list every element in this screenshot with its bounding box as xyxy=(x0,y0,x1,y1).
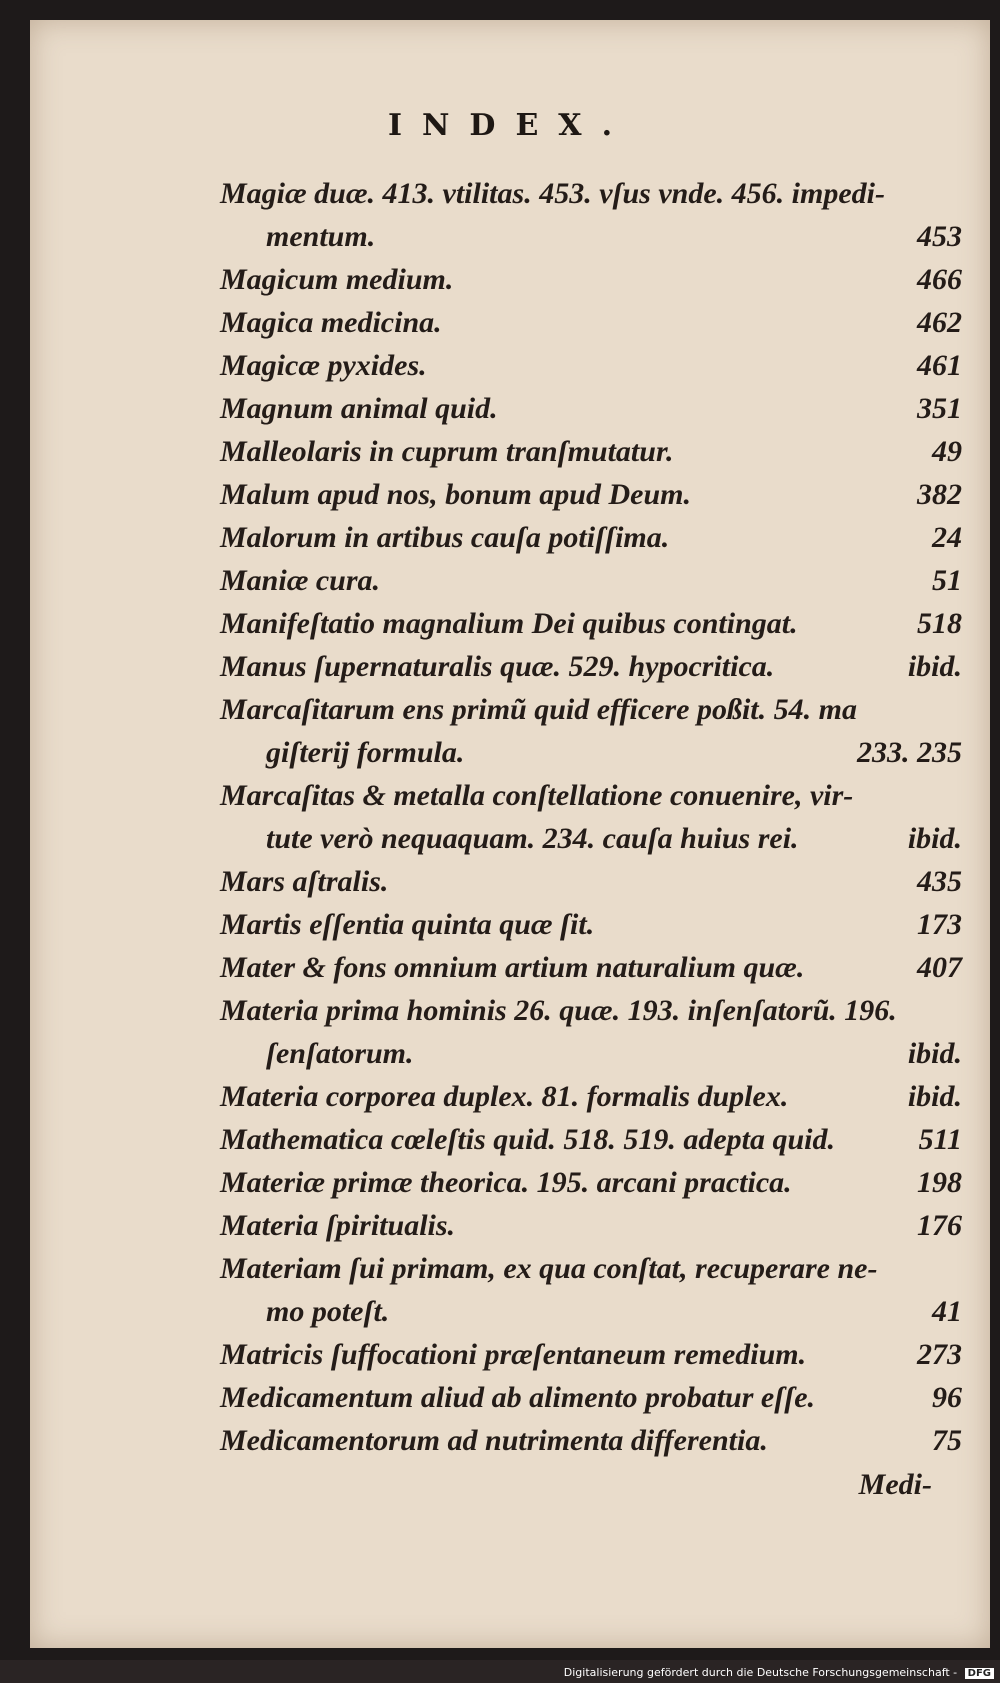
entry-line-text: Medicamentorum ad nutrimenta differentia. xyxy=(220,1424,768,1457)
index-entry xyxy=(220,946,962,989)
entry-text xyxy=(220,989,962,1032)
index-entry xyxy=(220,258,962,301)
index-entry xyxy=(220,1376,962,1419)
page-reference: 511 xyxy=(918,1123,962,1156)
entry-line-text: giſterij formula. xyxy=(266,736,465,769)
entry-text xyxy=(220,1333,962,1376)
index-entry xyxy=(220,688,962,774)
catchword: Medi- xyxy=(858,1468,932,1501)
entry-text xyxy=(220,1419,962,1462)
page-reference: 176 xyxy=(917,1209,962,1242)
page-reference: ibid. xyxy=(907,822,962,855)
entry-line-text: Magiæ duæ. 413. vtilitas. 453. vſus vnde. 456. impedi- xyxy=(220,177,885,210)
entry-text xyxy=(220,387,962,430)
index-entry xyxy=(220,1419,962,1462)
page-reference: 382 xyxy=(917,478,962,511)
page-reference: 233. 235 xyxy=(857,736,962,769)
index-entry xyxy=(220,989,962,1075)
page-reference: 198 xyxy=(917,1166,962,1199)
entry-text xyxy=(220,946,962,989)
entry-text xyxy=(220,344,962,387)
page-reference: 351 xyxy=(917,392,962,425)
entry-text xyxy=(220,602,962,645)
entry-line-text: ſenſatorum. xyxy=(266,1037,414,1070)
entry-line-text: Materiæ primæ theorica. 195. arcani practica. xyxy=(220,1166,792,1199)
entry-text xyxy=(220,688,962,731)
page-reference: ibid. xyxy=(907,650,962,683)
index-entry xyxy=(220,301,962,344)
index-entry xyxy=(220,860,962,903)
entry-text xyxy=(220,774,962,817)
entry-continuation xyxy=(220,817,962,860)
entry-text xyxy=(220,1204,962,1247)
index-entry xyxy=(220,430,962,473)
entry-text xyxy=(220,172,962,215)
index-entries xyxy=(220,172,962,1462)
entry-line-text: Materia corporea duplex. 81. formalis duplex. xyxy=(220,1080,789,1113)
entry-line-text: Matricis ſuffocationi præſentaneum remedium. xyxy=(220,1338,807,1371)
entry-line-text: tute verò nequaquam. 234. cauſa huius rei. xyxy=(266,822,799,855)
entry-continuation xyxy=(220,731,962,774)
entry-text xyxy=(220,559,962,602)
entry-line-text: Martis eſſentia quinta quæ ſit. xyxy=(220,908,595,941)
entry-line-text: Maniæ cura. xyxy=(220,564,381,597)
page-reference: ibid. xyxy=(907,1037,962,1070)
entry-continuation xyxy=(220,1290,962,1333)
entry-line-text: Materia prima hominis 26. quæ. 193. inſenſatorũ. 196. xyxy=(220,994,897,1027)
entry-text xyxy=(220,1118,962,1161)
index-entry xyxy=(220,645,962,688)
entry-text xyxy=(220,1376,962,1419)
entry-text xyxy=(220,645,962,688)
index-entry xyxy=(220,1204,962,1247)
entry-line-text: Magicæ pyxides. xyxy=(220,349,427,382)
page-title: INDEX. xyxy=(387,108,633,143)
page-reference: 173 xyxy=(917,908,962,941)
entry-text xyxy=(220,860,962,903)
entry-text xyxy=(220,473,962,516)
entry-text xyxy=(220,1161,962,1204)
entry-continuation xyxy=(220,215,962,258)
entry-line-text: Mater & fons omnium artium naturalium quæ. xyxy=(220,951,805,984)
page-reference: 75 xyxy=(932,1424,962,1457)
page-reference: 96 xyxy=(932,1381,962,1414)
entry-text xyxy=(220,903,962,946)
index-entry xyxy=(220,172,962,258)
index-entry xyxy=(220,774,962,860)
entry-line-text: Marcaſitas & metalla conſtellatione conuenire, vir- xyxy=(220,779,854,812)
entry-line-text: Medicamentum aliud ab alimento probatur eſſe. xyxy=(220,1381,816,1414)
entry-continuation xyxy=(220,1032,962,1075)
index-entry xyxy=(220,344,962,387)
entry-line-text: Magicum medium. xyxy=(220,263,454,296)
index-entry xyxy=(220,1118,962,1161)
digitization-footer xyxy=(0,1666,994,1679)
entry-line-text: mo poteſt. xyxy=(266,1295,390,1328)
page-reference: 407 xyxy=(917,951,962,984)
entry-line-text: mentum. xyxy=(266,220,376,253)
entry-line-text: Malleolaris in cuprum tranſmutatur. xyxy=(220,435,674,468)
page-reference: 462 xyxy=(917,306,962,339)
index-entry xyxy=(220,387,962,430)
entry-line-text: Magica medicina. xyxy=(220,306,442,339)
index-entry xyxy=(220,1161,962,1204)
entry-line-text: Malum apud nos, bonum apud Deum. xyxy=(220,478,691,511)
index-entry xyxy=(220,1075,962,1118)
index-entry xyxy=(220,1333,962,1376)
entry-text xyxy=(220,301,962,344)
page-reference: 51 xyxy=(932,564,962,597)
index-entry xyxy=(220,602,962,645)
entry-text xyxy=(220,430,962,473)
entry-text xyxy=(220,516,962,559)
entry-line-text: Magnum animal quid. xyxy=(220,392,498,425)
footer-text: Digitalisierung gefördert durch die Deutsche Forschungsgemeinschaft - xyxy=(563,1666,958,1679)
dfg-logo: DFG xyxy=(965,1668,994,1679)
entry-text xyxy=(220,258,962,301)
page-reference: 461 xyxy=(917,349,962,382)
page-reference: 435 xyxy=(917,865,962,898)
page-reference: 466 xyxy=(917,263,962,296)
page-reference: 24 xyxy=(932,521,962,554)
index-entry xyxy=(220,473,962,516)
entry-line-text: Mars aſtralis. xyxy=(220,865,389,898)
entry-line-text: Manus ſupernaturalis quæ. 529. hypocritica. xyxy=(220,650,775,683)
page-reference: 49 xyxy=(932,435,962,468)
entry-line-text: Mathematica cœleſtis quid. 518. 519. adepta quid. xyxy=(220,1123,835,1156)
page-reference: 273 xyxy=(917,1338,962,1371)
index-entry xyxy=(220,559,962,602)
page-reference: 41 xyxy=(932,1295,962,1328)
page-reference: 518 xyxy=(917,607,962,640)
entry-line-text: Materiam ſui primam, ex qua conſtat, recuperare ne- xyxy=(220,1252,878,1285)
index-entry xyxy=(220,903,962,946)
entry-text xyxy=(220,1247,962,1290)
index-entry xyxy=(220,516,962,559)
page-reference: 453 xyxy=(917,220,962,253)
entry-line-text: Malorum in artibus cauſa potiſſima. xyxy=(220,521,670,554)
entry-line-text: Manifeſtatio magnalium Dei quibus contingat. xyxy=(220,607,798,640)
index-entry xyxy=(220,1247,962,1333)
book-page xyxy=(30,20,990,1648)
entry-line-text: Materia ſpiritualis. xyxy=(220,1209,456,1242)
page-reference: ibid. xyxy=(907,1080,962,1113)
entry-line-text: Marcaſitarum ens primũ quid efficere poßit. 54. ma xyxy=(220,693,857,726)
entry-text xyxy=(220,1075,962,1118)
